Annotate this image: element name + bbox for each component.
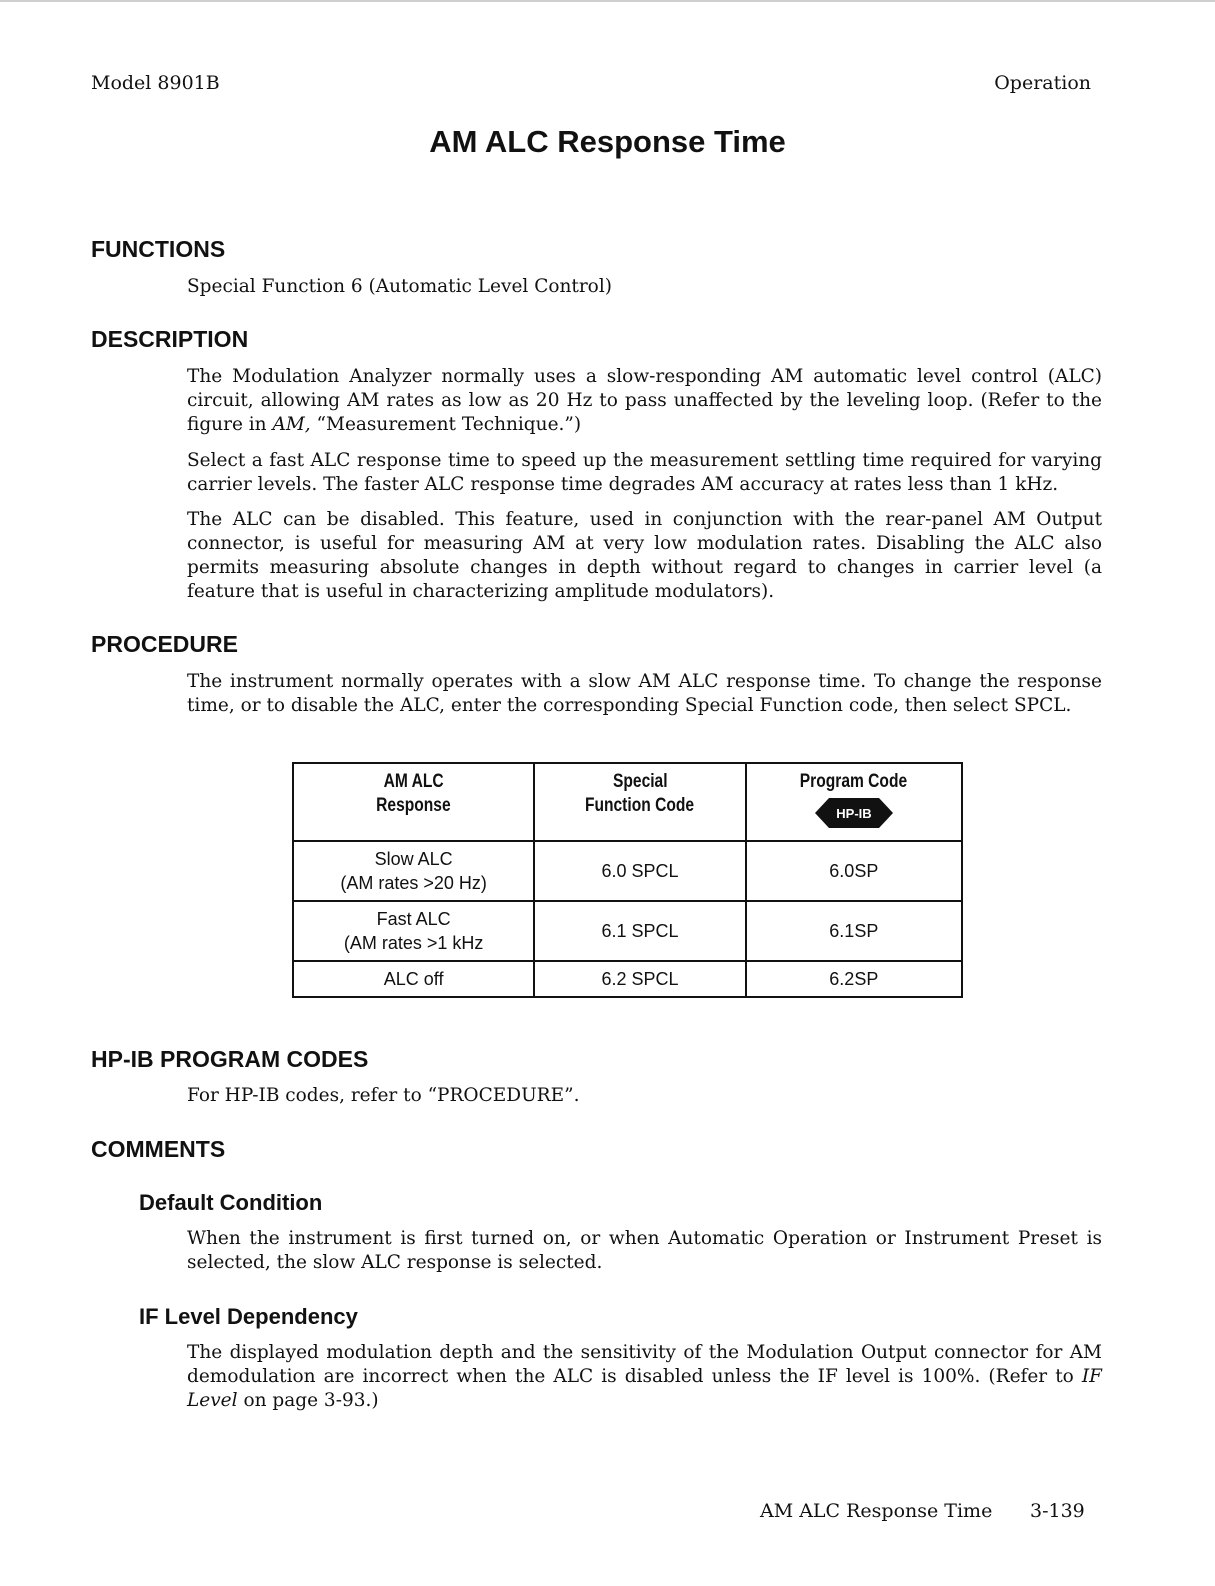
procedure-text: The instrument normally operates with a slow AM ALC response time. To change the response time, or to disable the ALC, enter the corresponding Special Function code, then select SPCL.	[187, 671, 1102, 716]
header-model: Model 8901B	[91, 72, 220, 94]
cell-program-code: 6.0SP	[746, 841, 962, 901]
if-level-text: The displayed modulation depth and the sensitivity of the Modulation Output connector for AM demodulation are incorrect when the ALC is disabled unless the IF level is 100%. (Refer to	[187, 1342, 1102, 1387]
header-am-alc-response	[293, 763, 534, 841]
description-paragraph-3: The ALC can be disabled. This feature, used in conjunction with the rear-panel AM Output connector, is useful for measuring AM at very low modulation rates. Disabling the ALC also permits measuring absolute changes in depth without regard to changes in carrier level (a feature that is useful in characterizing amplitude modulators).	[187, 509, 1102, 602]
cell-program-code: 6.1SP	[746, 901, 962, 961]
header-section: Operation	[994, 72, 1091, 94]
cell-special-code: 6.1 SPCL	[534, 901, 745, 961]
if-level-text-end: on page 3-93.)	[237, 1390, 379, 1411]
default-condition-text: When the instrument is first turned on, or when Automatic Operation or Instrument Preset is selected, the slow ALC response is selected.	[187, 1228, 1102, 1273]
comments-heading: COMMENTS	[91, 1136, 226, 1162]
if-level-italic-ref: IF Level	[187, 1366, 1102, 1411]
table-header-row	[293, 763, 962, 841]
description-p1-text-end: “Measurement Technique.”)	[310, 414, 582, 435]
footer-page-number: 3-139	[1030, 1500, 1085, 1522]
header-col3-label: Program Code	[800, 771, 908, 792]
header-col1-line1: AM ALC	[383, 771, 444, 792]
page-title: AM ALC Response Time	[429, 124, 786, 159]
description-p1-italic-ref: AM,	[272, 414, 311, 435]
cell-response: ALC off	[293, 961, 534, 997]
description-paragraph-2: Select a fast ALC response time to speed up the measurement settling time required for varying carrier levels. The faster ALC response time degrades AM accuracy at rates less than 1 kHz.	[187, 450, 1102, 495]
table-row	[293, 961, 962, 997]
hpib-program-codes-text: For HP-IB codes, refer to “PROCEDURE”.	[187, 1085, 580, 1106]
cell-program-code: 6.2SP	[746, 961, 962, 997]
header-col2-line1: Special	[612, 771, 668, 792]
header-program-code	[746, 763, 962, 841]
description-paragraph-1	[187, 365, 1102, 437]
hpib-badge-label: HP-IB	[836, 806, 872, 821]
header-col1-line2: Response	[376, 795, 451, 816]
cell-response-line2: (AM rates >1 kHz	[343, 933, 484, 953]
if-level-dependency-heading: IF Level Dependency	[139, 1304, 358, 1329]
cell-response	[293, 901, 534, 961]
description-heading: DESCRIPTION	[91, 326, 249, 352]
table-row	[293, 841, 962, 901]
functions-heading: FUNCTIONS	[91, 236, 226, 262]
procedure-heading: PROCEDURE	[91, 631, 238, 657]
cell-response-line1: Fast ALC	[376, 909, 451, 929]
table-row	[293, 901, 962, 961]
special-function-table	[292, 762, 963, 998]
description-p1-text: The Modulation Analyzer normally uses a slow-responding AM automatic level control (ALC) circuit, allowing AM rates as low as 20 Hz to pass unaffected by the leveling loop. (Refer to the figure in	[187, 366, 1102, 435]
cell-response-line1: Slow ALC	[374, 849, 453, 869]
header-special-function-code	[534, 763, 745, 841]
footer-title: AM ALC Response Time	[760, 1500, 993, 1522]
hpib-program-codes-heading: HP-IB PROGRAM CODES	[91, 1046, 369, 1072]
hpib-arrow-icon	[815, 796, 893, 830]
cell-response	[293, 841, 534, 901]
if-level-dependency-text	[187, 1341, 1102, 1413]
default-condition-heading: Default Condition	[139, 1190, 323, 1215]
functions-text: Special Function 6 (Automatic Level Control)	[187, 276, 612, 297]
page-top-border	[0, 0, 1215, 2]
cell-special-code: 6.2 SPCL	[534, 961, 745, 997]
cell-response-line2: (AM rates >20 Hz)	[340, 873, 487, 893]
header-col2-line2: Function Code	[585, 795, 695, 816]
cell-special-code: 6.0 SPCL	[534, 841, 745, 901]
